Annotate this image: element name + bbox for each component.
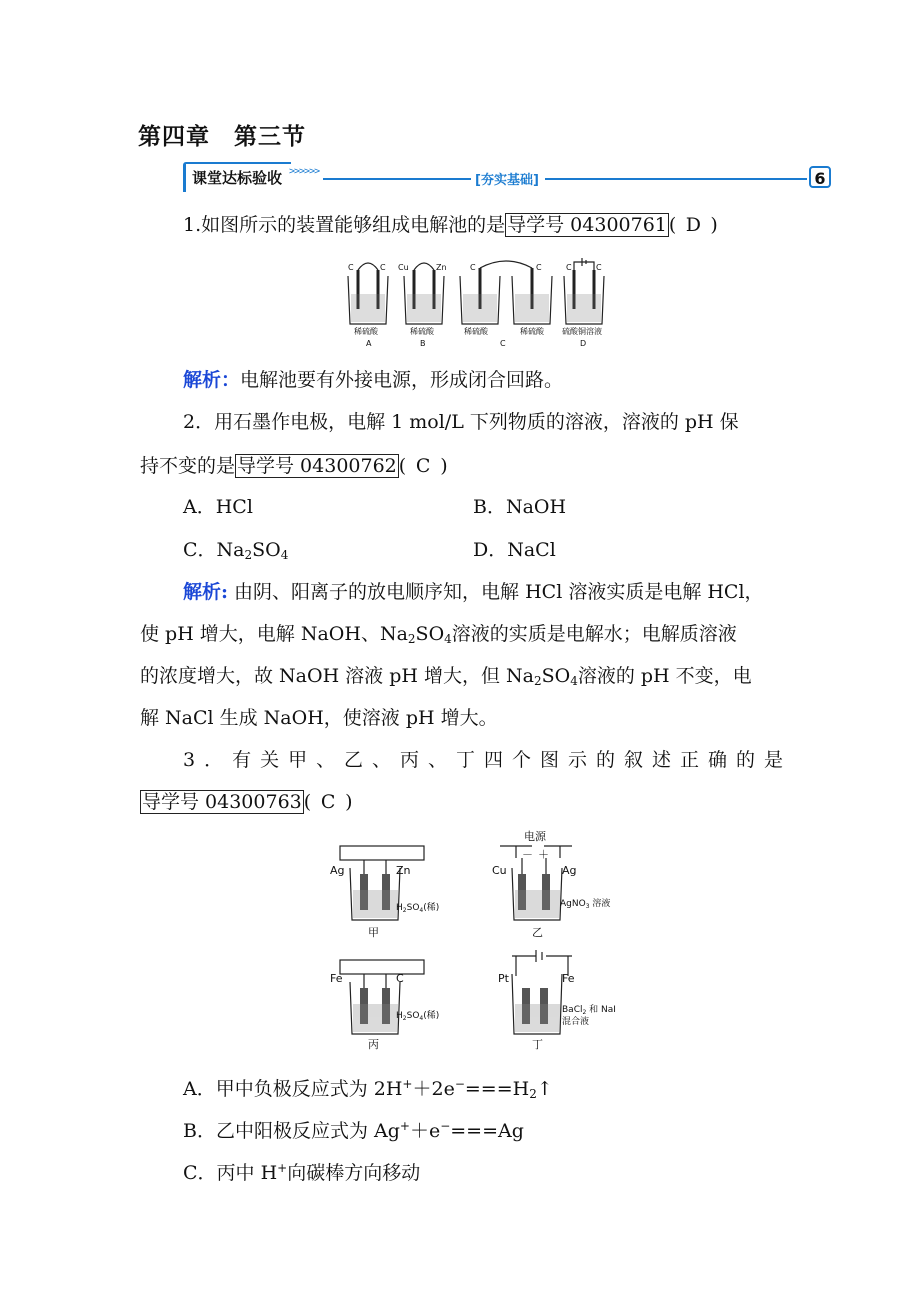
minus-sign: － <box>522 848 533 861</box>
q2-analysis-line4: 解 NaCl 生成 NaOH，使溶液 pH 增大。 <box>140 707 498 729</box>
q3-option-c-text: C．丙中 H <box>183 1162 278 1184</box>
q1-electrode: C <box>470 263 476 272</box>
q1-text: 1.如图所示的装置能够组成电解池的是 <box>183 214 506 236</box>
q3-line1: 3．有关甲、乙、丙、丁四个图示的叙述正确的是 <box>183 749 783 771</box>
q2-analysis-text: 溶液的实质是电解水；电解质溶液 <box>451 623 737 645</box>
q3-option-b-text: ===Ag <box>450 1120 524 1142</box>
banner-rule-right <box>545 178 807 180</box>
q1-solution: 稀硫酸 <box>354 327 378 336</box>
q2-option-c-text: C．Na <box>183 539 245 561</box>
q3-option-c-text: 向碳棒方向移动 <box>287 1162 421 1184</box>
q3-option-a-text: ＋2e <box>412 1078 455 1100</box>
q3-answer: C <box>320 791 336 813</box>
question-1: 1.如图所示的装置能够组成电解池的是 导学号 04300761 ( D ) <box>183 214 718 236</box>
q1-electrode: C <box>596 263 602 272</box>
q1-analysis <box>183 368 783 392</box>
jia-solution: $H_2SO_4$(稀) <box>396 903 440 914</box>
q1-electrode: Zn <box>436 263 447 272</box>
q1-electrode: Cu <box>398 263 409 272</box>
q2-analysis-line3 <box>140 664 782 693</box>
ding-solution-1: BaCl$_2$ 和 NaI <box>562 1005 616 1016</box>
yi-left: Cu <box>492 864 507 877</box>
q2-analysis-text: 由阴、阳离子的放电顺序知，电解 HCl 溶液实质是电解 HCl， <box>228 581 764 603</box>
jia-left: Ag <box>330 864 345 877</box>
q2-analysis-line1 <box>183 580 783 604</box>
section-banner <box>183 162 833 194</box>
q2-analysis-text: 溶液的 pH 不变，电 <box>577 665 752 687</box>
subscript: 2 <box>533 674 542 688</box>
bing-name: 丙 <box>368 1038 379 1051</box>
q2-option-a: A．HCl <box>183 496 253 518</box>
q2-answer: C <box>415 455 431 477</box>
q2-option-c-text: SO <box>252 539 281 561</box>
power-label: 电源 <box>524 830 546 843</box>
q3-figure <box>326 826 636 1056</box>
superscript: + <box>277 1161 288 1175</box>
q2-ref[interactable]: 导学号 04300762 <box>237 455 397 477</box>
banner-tag: [夯实基础] <box>475 173 539 188</box>
bing-solution: $H_2SO_4$(稀) <box>396 1011 440 1022</box>
up-arrow-icon: ↑ <box>536 1078 553 1100</box>
q1-solution: 稀硫酸 <box>410 327 434 336</box>
q3-option-a-text: ===H <box>464 1078 530 1100</box>
q3-option-b-text: B．乙中阳极反应式为 Ag <box>183 1120 400 1142</box>
q3-option-b-text: ＋e <box>409 1120 441 1142</box>
subscript: 4 <box>280 548 289 562</box>
q1-solution: 稀硫酸 <box>520 327 544 336</box>
q1-solution: 硫酸铜溶液 <box>562 327 602 336</box>
q1-answer: D <box>685 214 701 236</box>
q1-figure <box>340 254 630 350</box>
q2-analysis-text: 使 pH 增大，电解 NaOH、Na <box>140 623 408 645</box>
q2-line2: 持不变的是 导学号 04300762 ( C ) <box>140 455 448 477</box>
q1-letter: D <box>580 339 587 348</box>
q1-analysis-label: 解析： <box>183 369 241 391</box>
ding-left: Pt <box>498 972 509 985</box>
q1-electrode: C <box>536 263 542 272</box>
subscript: 4 <box>444 632 452 646</box>
q2-option-d: D．NaCl <box>473 539 556 561</box>
ding-name: 丁 <box>532 1038 543 1051</box>
banner-rule-left <box>323 178 471 180</box>
q2-analysis-text: SO <box>415 623 445 645</box>
banner-arrows: >>>>>> <box>289 166 320 177</box>
q1-electrode: C <box>380 263 386 272</box>
q3-line2: 导学号 04300763 ( C ) <box>142 791 353 813</box>
q2-analysis-label: 解析: <box>183 581 229 603</box>
q2-analysis-text: 的浓度增大，故 NaOH 溶液 pH 增大，但 Na <box>140 665 534 687</box>
q2-option-c <box>183 538 288 567</box>
plus-sign: ＋ <box>538 848 549 861</box>
bing-right: C <box>396 972 404 985</box>
q1-letter: C <box>500 339 506 348</box>
q1-ref[interactable]: 导学号 04300761 <box>507 214 667 236</box>
superscript: − <box>454 1077 465 1091</box>
q2-analysis-text: SO <box>541 665 571 687</box>
subscript: 4 <box>570 674 578 688</box>
q1-analysis-text: 电解池要有外接电源，形成闭合回路。 <box>240 369 564 391</box>
ding-solution-2: 混合液 <box>562 1017 590 1027</box>
q3-option-b <box>183 1114 783 1143</box>
q3-option-c <box>183 1156 783 1185</box>
chapter-title: 第四章 第三节 <box>138 124 306 150</box>
superscript: + <box>402 1077 413 1091</box>
yi-solution: AgNO$_3$ 溶液 <box>560 899 611 910</box>
q1-letter: B <box>420 339 426 348</box>
jia-name: 甲 <box>368 926 379 939</box>
banner-number: 6 <box>809 166 831 188</box>
q2-line2-text: 持不变的是 <box>140 455 236 477</box>
q2-line1: 2．用石墨作电极，电解 1 mol/L 下列物质的溶液，溶液的 pH 保 <box>183 411 739 433</box>
q2-option-b: B．NaOH <box>473 496 567 518</box>
yi-right: Ag <box>562 864 577 877</box>
subscript: 2 <box>244 548 253 562</box>
q1-electrode: C <box>566 263 572 272</box>
superscript: − <box>440 1119 451 1133</box>
jia-right: Zn <box>396 864 411 877</box>
subscript: 2 <box>529 1087 537 1101</box>
q1-solution: 稀硫酸 <box>464 327 488 336</box>
q3-option-a <box>183 1072 783 1106</box>
yi-name: 乙 <box>532 926 543 939</box>
q2-analysis-line2 <box>140 622 782 651</box>
q1-electrode: C <box>348 263 354 272</box>
ding-right: Fe <box>562 972 575 985</box>
q1-letter: A <box>366 339 372 348</box>
subscript: 2 <box>407 632 416 646</box>
superscript: + <box>399 1119 410 1133</box>
q3-option-a-text: A．甲中负极反应式为 2H <box>183 1078 403 1100</box>
bing-left: Fe <box>330 972 343 985</box>
banner-label: 课堂达标验收 <box>183 162 291 192</box>
q3-ref[interactable]: 导学号 04300763 <box>142 791 302 813</box>
